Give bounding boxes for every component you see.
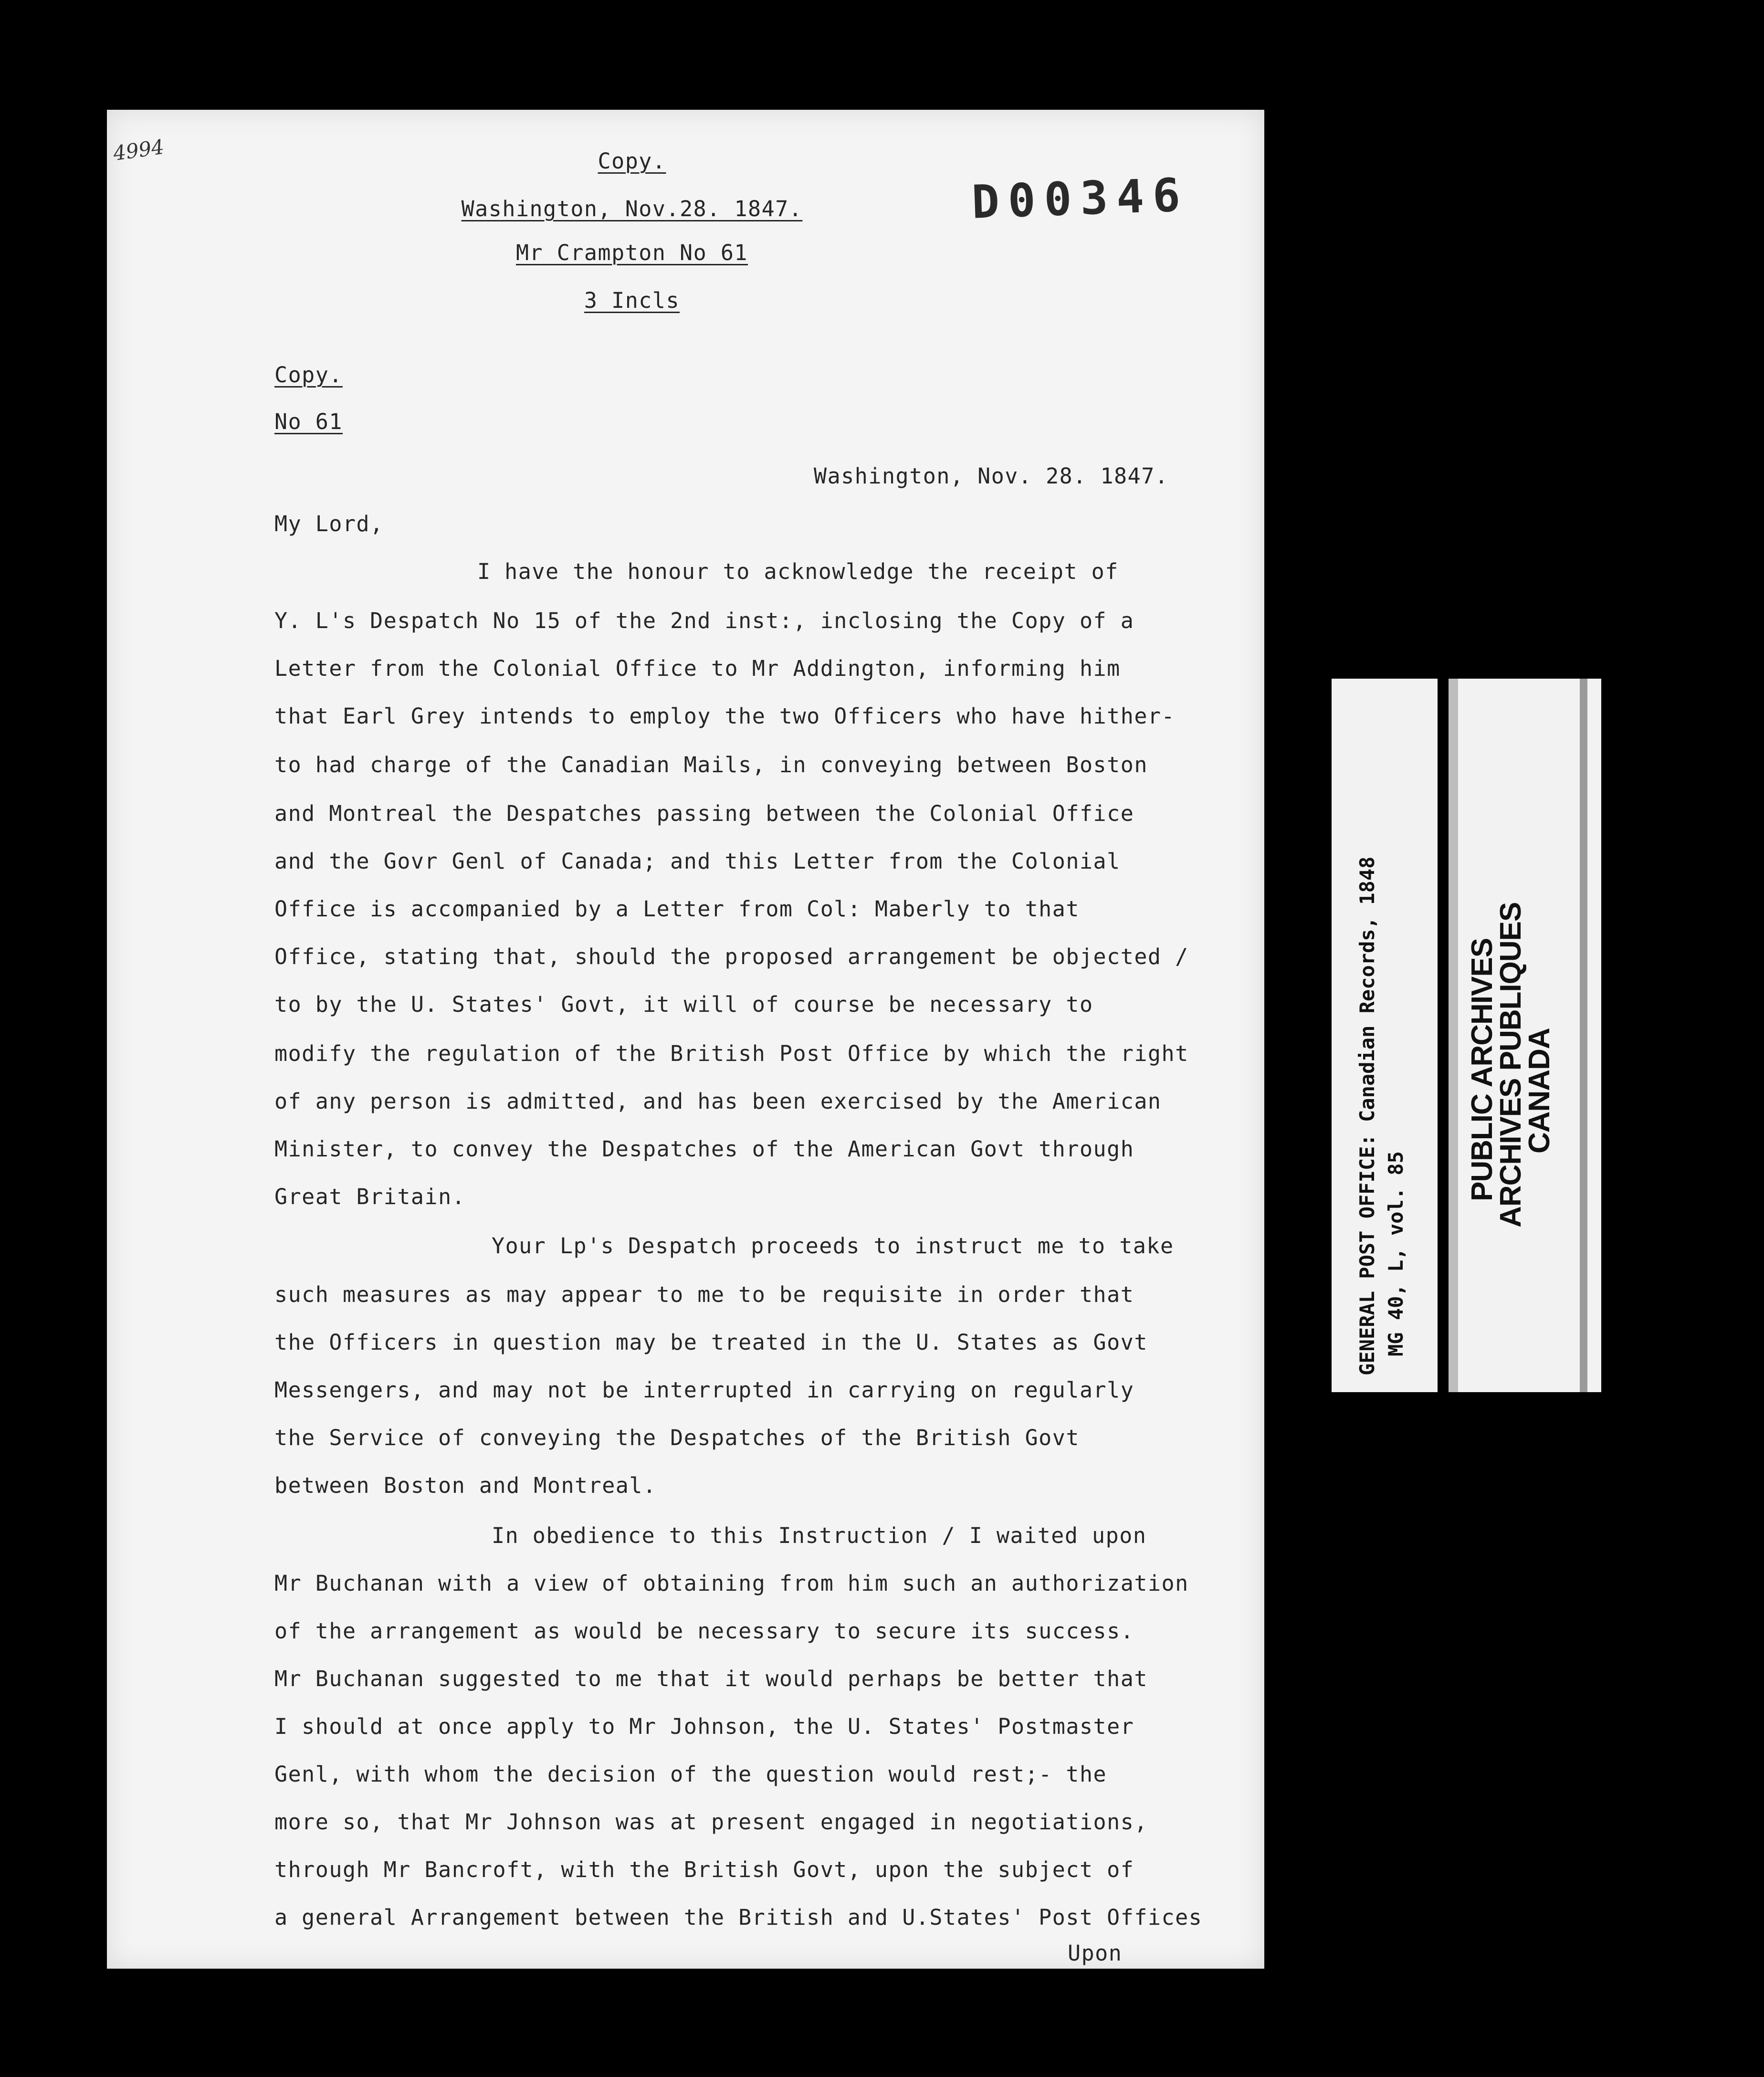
body-line: a general Arrangement between the British and U.States' Post Offices [274, 1905, 1203, 1930]
archive-label-line-3: PUBLIC ARCHIVES [1466, 938, 1499, 1201]
body-line: Office, stating that, should the proposed arrangement be objected / [274, 944, 1189, 969]
archive-label-line-5: CANADA [1523, 1028, 1556, 1154]
body-line: Minister, to convey the Despatches of the American Govt through [274, 1136, 1134, 1162]
body-line: I have the honour to acknowledge the receipt of [477, 559, 1119, 584]
body-line: and Montreal the Despatches passing between the Colonial Office [274, 801, 1134, 826]
body-line: between Boston and Montreal. [274, 1473, 657, 1498]
body-line: of the arrangement as would be necessary to secure its success. [274, 1618, 1134, 1644]
heading-sender-line: Mr Crampton No 61 [515, 240, 748, 265]
heading-copy-label: Copy. [598, 148, 666, 174]
body-line: Y. L's Despatch No 15 of the 2nd inst:, inclosing the Copy of a [274, 608, 1134, 633]
label-divider [1580, 679, 1587, 1392]
body-line: I should at once apply to Mr Johnson, the U. States' Postmaster [274, 1714, 1134, 1739]
archive-label [1332, 679, 1612, 1392]
archive-label-line-2: MG 40, L, vol. 85 [1384, 1151, 1407, 1356]
label-divider [1449, 679, 1458, 1392]
marginal-note: 4994 [112, 135, 166, 166]
body-line: through Mr Bancroft, with the British Govt, upon the subject of [274, 1857, 1134, 1882]
number-label: No 61 [274, 409, 343, 434]
document-page [107, 110, 1264, 1969]
catchword: Upon [1068, 1941, 1123, 1966]
body-line: of any person is admitted, and has been exercised by the American [274, 1089, 1162, 1114]
copy-label: Copy. [274, 362, 343, 388]
body-line: Genl, with whom the decision of the question would rest;- the [274, 1762, 1107, 1787]
body-line: more so, that Mr Johnson was at present engaged in negotiations, [274, 1809, 1148, 1835]
body-line: to by the U. States' Govt, it will of course be necessary to [274, 992, 1093, 1017]
body-line: modify the regulation of the British Post Office by which the right [274, 1041, 1189, 1066]
body-line: to had charge of the Canadian Mails, in conveying between Boston [274, 752, 1148, 777]
body-line: the Service of conveying the Despatches of the British Govt [274, 1425, 1080, 1450]
body-line: Letter from the Colonial Office to Mr Addington, informing him [274, 656, 1121, 681]
archive-label-line-1: GENERAL POST OFFICE: Canadian Records, 1848 [1355, 856, 1379, 1375]
body-line: such measures as may appear to me to be requisite in order that [274, 1282, 1134, 1307]
dateline: Washington, Nov. 28. 1847. [814, 463, 1169, 489]
body-line: Messengers, and may not be interrupted in carrying on regularly [274, 1377, 1134, 1403]
body-line: Your Lp's Despatch proceeds to instruct me to take [492, 1233, 1174, 1259]
body-line: and the Govr Genl of Canada; and this Letter from the Colonial [274, 849, 1121, 874]
salutation: My Lord, [274, 511, 384, 536]
heading-place-date: Washington, Nov.28. 1847. [461, 196, 803, 221]
document-stamp-number: D00346 [971, 168, 1190, 229]
body-line: Office is accompanied by a Letter from Col: Maberly to that [274, 896, 1080, 922]
body-line: In obedience to this Instruction / I waited upon [492, 1523, 1147, 1548]
body-line: the Officers in question may be treated in the U. States as Govt [274, 1330, 1148, 1355]
archive-label-line-4: ARCHIVES PUBLIQUES [1494, 902, 1527, 1227]
heading-inclosures: 3 Incls [584, 288, 680, 313]
body-line: Mr Buchanan with a view of obtaining from him such an authorization [274, 1571, 1189, 1596]
body-line: Mr Buchanan suggested to me that it would perhaps be better that [274, 1666, 1148, 1691]
body-line: Great Britain. [274, 1184, 466, 1209]
body-line: that Earl Grey intends to employ the two Officers who have hither- [274, 703, 1176, 729]
